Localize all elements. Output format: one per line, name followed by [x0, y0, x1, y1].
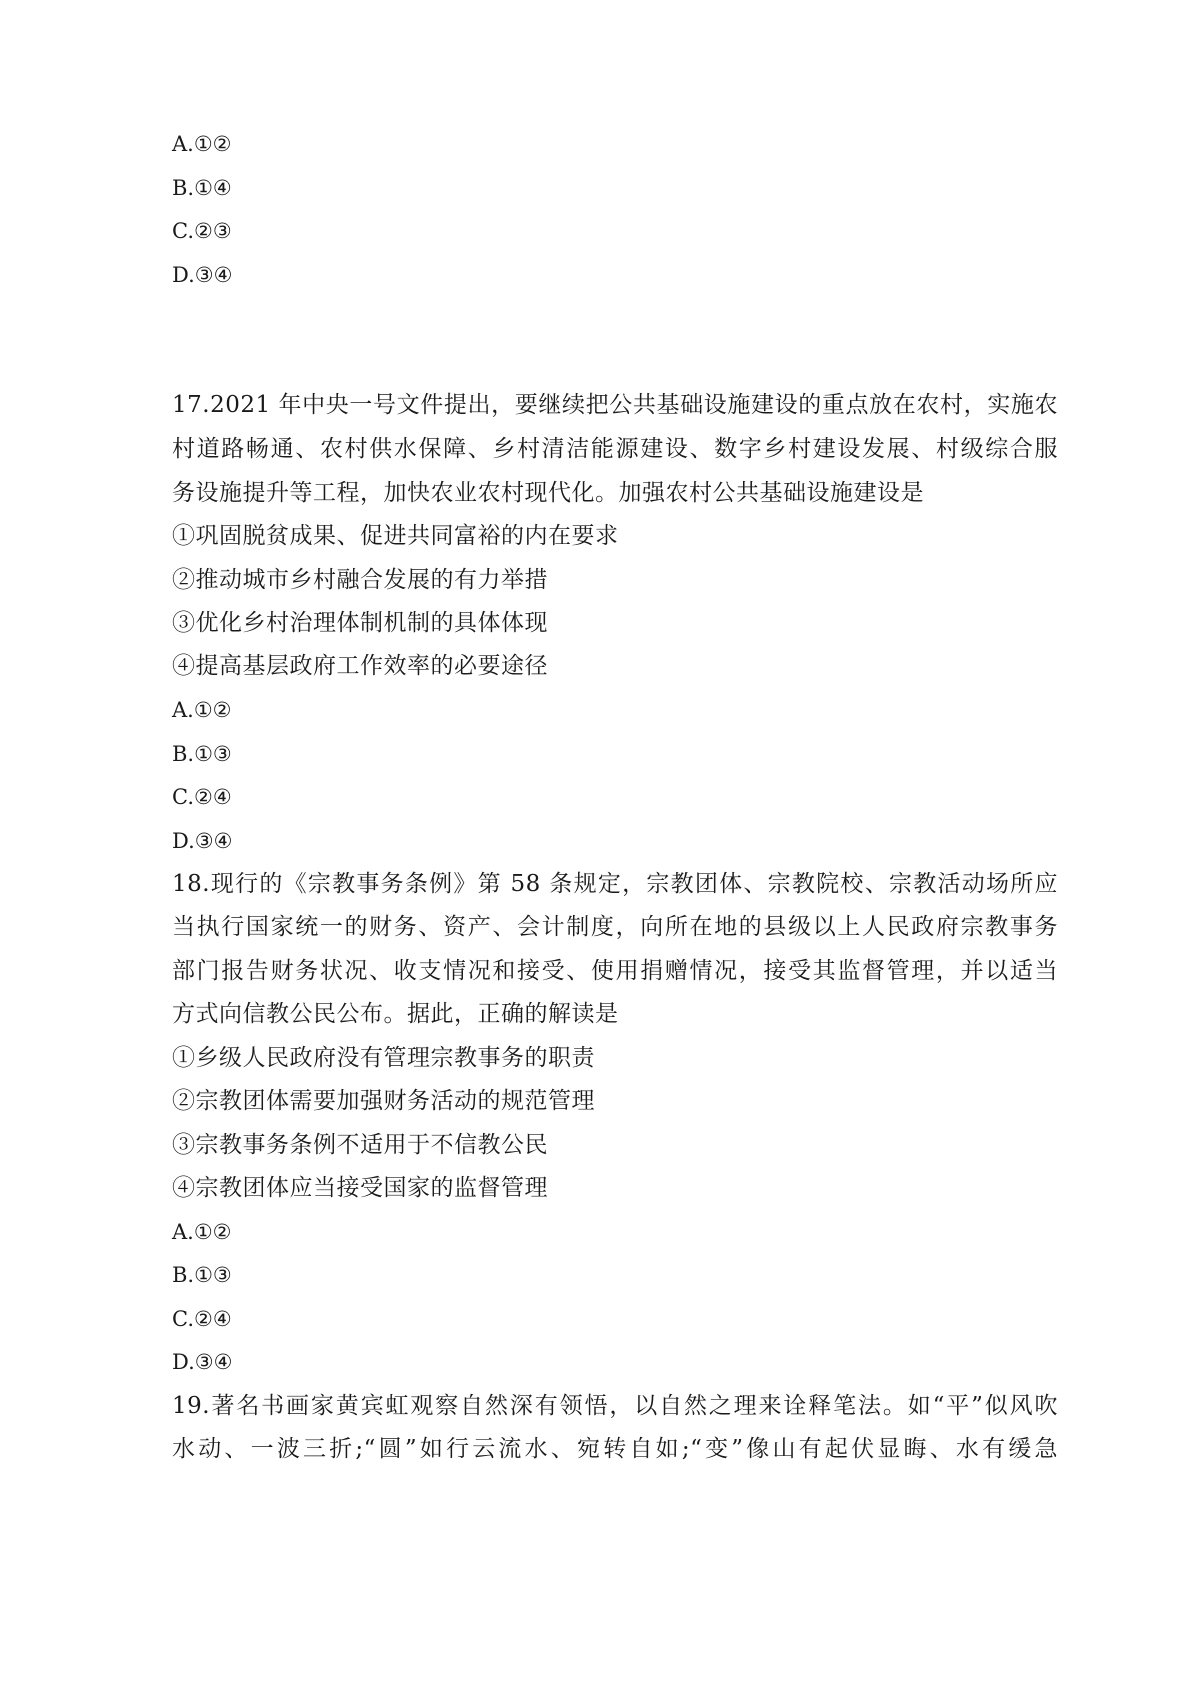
q17-statement-3: ③优化乡村治理体制机制的具体体现	[172, 610, 548, 636]
q18-option-a: A.①②	[172, 1220, 232, 1244]
q18-statement-4: ④宗教团体应当接受国家的监督管理	[172, 1175, 548, 1201]
q17-statement-4: ④提高基层政府工作效率的必要途径	[172, 653, 548, 679]
q18-statement-1: ①乡级人民政府没有管理宗教事务的职责	[172, 1045, 595, 1071]
q17-stem-line-2: 村道路畅通、农村供水保障、乡村清洁能源建设、数字乡村建设发展、村级综合服	[172, 436, 1058, 462]
q18-option-d: D.③④	[172, 1350, 233, 1374]
q18-option-c: C.②④	[172, 1307, 232, 1331]
q17-stem-line-1: 17.2021 年中央一号文件提出，要继续把公共基础设施建设的重点放在农村，实施农	[172, 392, 1058, 418]
q17-option-a: A.①②	[172, 698, 232, 722]
q17-statement-1: ①巩固脱贫成果、促进共同富裕的内在要求	[172, 523, 619, 549]
q17-stem-line-3: 务设施提升等工程，加快农业农村现代化。加强农村公共基础设施建设是	[172, 480, 924, 506]
q18-stem-line-4: 方式向信教公民公布。据此，正确的解读是	[172, 1001, 619, 1027]
option-c: C.②③	[172, 219, 232, 243]
option-d: D.③④	[172, 263, 233, 287]
q18-stem-line-3: 部门报告财务状况、收支情况和接受、使用捐赠情况，接受其监督管理，并以适当	[172, 958, 1058, 984]
option-a: A.①②	[172, 132, 232, 156]
q18-stem-line-1: 18.现行的《宗教事务条例》第 58 条规定，宗教团体、宗教院校、宗教活动场所应	[172, 871, 1058, 897]
q17-option-c: C.②④	[172, 785, 232, 809]
q18-statement-3: ③宗教事务条例不适用于不信教公民	[172, 1132, 548, 1158]
q17-option-b: B.①③	[172, 742, 232, 766]
q17-statement-2: ②推动城市乡村融合发展的有力举措	[172, 567, 548, 593]
q17-option-d: D.③④	[172, 829, 233, 853]
q19-stem-line-2: 水动、一波三折;“圆”如行云流水、宛转自如;“变”像山有起伏显晦、水有缓急	[172, 1436, 1058, 1462]
option-b: B.①④	[172, 176, 232, 200]
q19-stem-line-1: 19.著名书画家黄宾虹观察自然深有领悟，以自然之理来诠释笔法。如“平”似风吹	[172, 1393, 1058, 1419]
q18-option-b: B.①③	[172, 1263, 232, 1287]
q18-statement-2: ②宗教团体需要加强财务活动的规范管理	[172, 1088, 595, 1114]
q18-stem-line-2: 当执行国家统一的财务、资产、会计制度，向所在地的县级以上人民政府宗教事务	[172, 914, 1058, 940]
